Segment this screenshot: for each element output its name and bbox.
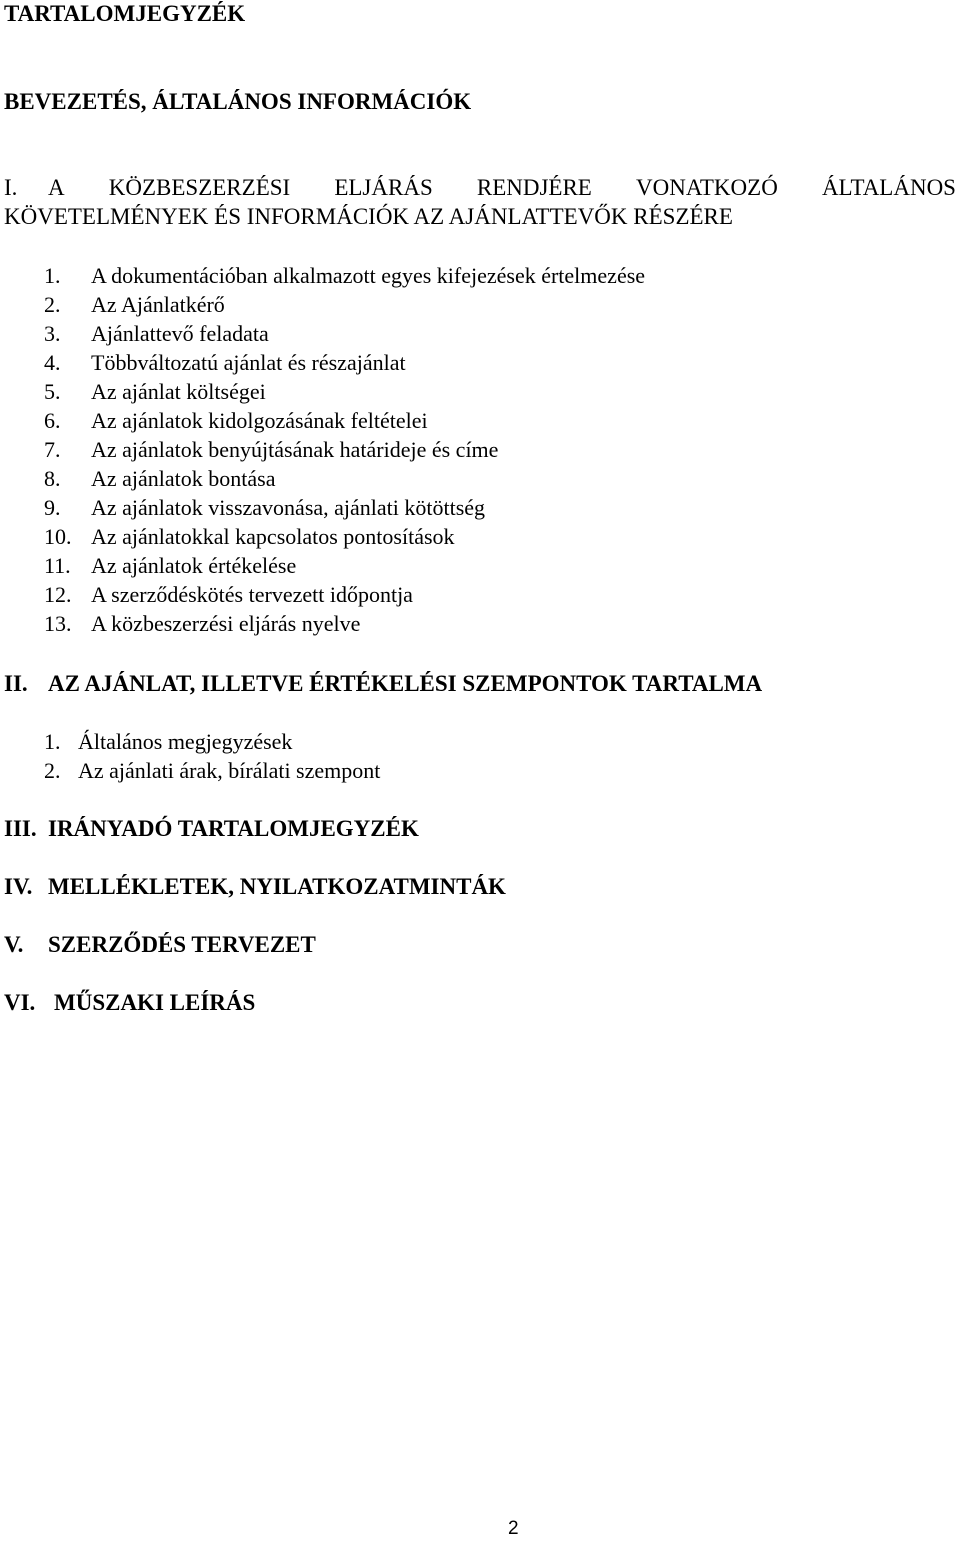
toc-item-number: 4. (44, 350, 61, 375)
toc-item (44, 378, 266, 406)
toc-item-number: 5. (44, 379, 61, 404)
section-1-title-line1 (48, 174, 956, 202)
toc-item-number: 6. (44, 408, 61, 433)
toc-item (44, 728, 292, 756)
toc-item-text: A közbeszerzési eljárás nyelve (91, 611, 361, 636)
toc-item-text: Az ajánlati árak, bírálati szempont (78, 758, 381, 783)
toc-item-text: Az ajánlatok bontása (91, 466, 276, 491)
section-4-number: IV. (4, 874, 33, 899)
toc-item (44, 436, 498, 464)
section-1-number: I. (4, 175, 18, 200)
toc-item-number: 1. (44, 263, 61, 288)
toc-item (44, 494, 485, 522)
toc-item-text: Többváltozatú ajánlat és részajánlat (91, 350, 406, 375)
toc-item (44, 320, 269, 348)
toc-item-text: Az ajánlatok kidolgozásának feltételei (91, 408, 428, 433)
toc-item-text: Az Ajánlatkérő (91, 292, 225, 317)
toc-item-number: 2. (44, 758, 61, 783)
section-6-heading (4, 989, 255, 1017)
toc-item-number: 1. (44, 729, 61, 754)
section-2-heading (4, 670, 762, 698)
toc-item (44, 581, 413, 609)
section-6-number: VI. (4, 990, 36, 1015)
section-4-title: MELLÉKLETEK, NYILATKOZATMINTÁK (48, 874, 506, 899)
page-number: 2 (508, 1518, 519, 1539)
toc-item-number: 8. (44, 466, 61, 491)
section-1-word: ÁLTALÁNOS (821, 175, 956, 200)
toc-item-text: A szerződéskötés tervezett időpontja (91, 582, 413, 607)
section-1-title-line2: KÖVETELMÉNYEK ÉS INFORMÁCIÓK AZ AJÁNLATTEVŐK RÉSZÉRE (4, 204, 733, 229)
section-3-number: III. (4, 816, 37, 841)
section-5-number: V. (4, 932, 24, 957)
toc-item-number: 7. (44, 437, 61, 462)
section-1-word: A (48, 175, 65, 200)
section-2-number: II. (4, 671, 28, 696)
section-3-heading (4, 815, 419, 843)
toc-item-number: 9. (44, 495, 61, 520)
toc-item-number: 11. (44, 553, 71, 578)
section-5-title: SZERZŐDÉS TERVEZET (48, 932, 316, 957)
intro-heading: BEVEZETÉS, ÁLTALÁNOS INFORMÁCIÓK (4, 89, 472, 114)
toc-item-number: 3. (44, 321, 61, 346)
section-1-word: KÖZBESZERZÉSI (108, 175, 291, 200)
toc-item (44, 465, 276, 493)
toc-item (44, 552, 296, 580)
toc-item (44, 262, 645, 290)
toc-item-number: 10. (44, 524, 72, 549)
toc-item-text: A dokumentációban alkalmazott egyes kifejezések értelmezése (91, 263, 646, 288)
toc-title: TARTALOMJEGYZÉK (4, 1, 246, 26)
toc-item (44, 407, 428, 435)
toc-item-number: 12. (44, 582, 72, 607)
section-2-title: AZ AJÁNLAT, ILLETVE ÉRTÉKELÉSI SZEMPONTOK TARTALMA (48, 671, 763, 696)
section-3-title: IRÁNYADÓ TARTALOMJEGYZÉK (48, 816, 419, 841)
section-1-word: VONATKOZÓ (635, 175, 778, 200)
toc-item-text: Az ajánlatok benyújtásának határideje és címe (91, 437, 499, 462)
toc-item (44, 349, 406, 377)
section-5-heading (4, 931, 316, 959)
toc-item (44, 523, 455, 551)
toc-item-number: 2. (44, 292, 61, 317)
toc-item-text: Ajánlattevő feladata (91, 321, 269, 346)
toc-item-text: Általános megjegyzések (78, 729, 293, 754)
toc-item (44, 291, 225, 319)
toc-item (44, 757, 380, 785)
section-6-title: MŰSZAKI LEÍRÁS (54, 990, 256, 1015)
toc-item-text: Az ajánlatok értékelése (91, 553, 297, 578)
toc-item (44, 610, 360, 638)
toc-item-number: 13. (44, 611, 72, 636)
section-4-heading (4, 873, 506, 901)
section-1-word: ELJÁRÁS (334, 175, 433, 200)
toc-item-text: Az ajánlat költségei (91, 379, 266, 404)
toc-item-text: Az ajánlatokkal kapcsolatos pontosítások (91, 524, 455, 549)
section-1-word: RENDJÉRE (476, 175, 592, 200)
toc-item-text: Az ajánlatok visszavonása, ajánlati kötöttség (91, 495, 486, 520)
